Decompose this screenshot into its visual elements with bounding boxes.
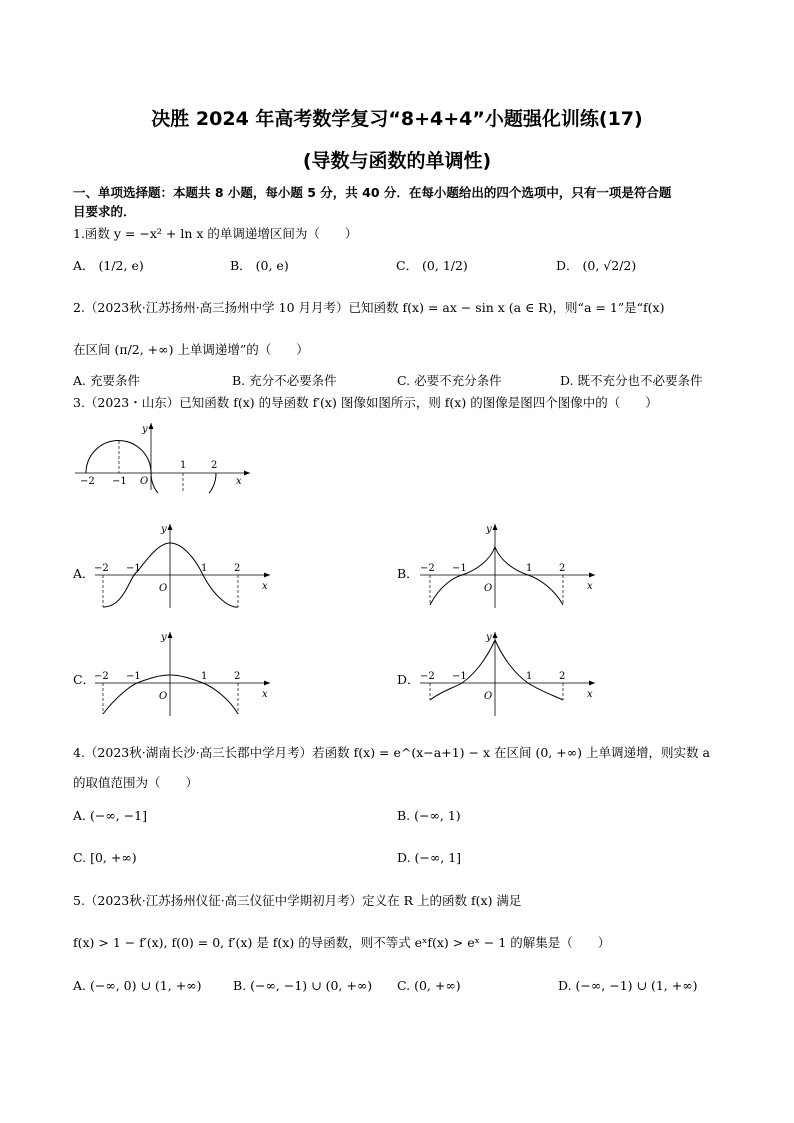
q3-graph-c [90,628,280,718]
b-tick-2: 2 [559,563,566,574]
a-x-label: x [262,581,268,592]
tick-1: 1 [180,460,187,471]
q3-graph-a [90,520,280,610]
tick-neg1: −1 [112,476,127,487]
b-x-label: x [587,581,593,592]
b-tick-1: 1 [526,563,533,574]
q2-option-c: C. 必要不充分条件 [397,373,502,388]
d-x-label: x [587,689,593,700]
derivative-graph [70,418,260,493]
q2-option-d: D. 既不充分也不必要条件 [560,373,703,388]
q2-stem-line1: 2.（2023秋·江苏扬州·高三扬州中学 10 月月考）已知函数 f(x) = ax − sin x (a ∈ R)，则“a = 1”是“f(x) [73,300,665,315]
q5-option-a: A. (−∞, 0) ∪ (1, +∞) [73,978,202,993]
q5-stem-line2: f(x) > 1 − f′(x), f(0) = 0, f′(x) 是 f(x) 的导函数，则不等式 eˣf(x) > eˣ − 1 的解集是（ ） [73,935,611,950]
q1-option-d: D． (0, √2/2) [556,258,637,273]
d-tick-neg1: −1 [452,671,467,682]
c-origin: O [159,691,168,702]
q1-option-c: C． (0, 1/2) [396,258,468,273]
a-tick-neg2: −2 [94,563,109,574]
b-tick-neg1: −1 [452,563,467,574]
q4-stem-line2: 的取值范围为（ ） [73,775,199,790]
q3-option-d-label: D． [397,672,420,687]
b-tick-neg2: −2 [420,563,435,574]
d-y-label: y [486,632,492,643]
q4-option-d: D. (−∞, 1] [397,850,462,865]
a-y-label: y [161,524,167,535]
q5-option-c: C. (0, +∞) [397,978,461,993]
q4-option-b: B. (−∞, 1) [397,808,461,823]
c-y-label: y [161,632,167,643]
q3-graph-d [415,628,605,718]
a-tick-2: 2 [234,563,241,574]
d-tick-2: 2 [559,671,566,682]
d-tick-1: 1 [526,671,533,682]
q3-option-c-label: C． [73,672,96,687]
tick-neg2: −2 [80,476,95,487]
q5-stem-line1: 5.（2023秋·江苏扬州仪征·高三仪征中学期初月考）定义在 R 上的函数 f(x) 满足 [73,893,522,908]
tick-2: 2 [211,460,218,471]
y-label: y [142,424,148,435]
q5-option-b: B. (−∞, −1) ∪ (0, +∞) [233,978,373,993]
c-tick-neg1: −1 [126,671,141,682]
q3-option-b-label: B． [397,566,419,581]
q3-graph-b [415,520,605,610]
x-label: x [236,476,242,487]
q2-stem-line2: 在区间 (π/2, +∞) 上单调递增”的（ ） [73,342,309,357]
origin-label: O [140,476,149,487]
a-tick-neg1: −1 [126,563,141,574]
b-origin: O [484,583,493,594]
d-tick-neg2: −2 [420,671,435,682]
b-y-label: y [486,524,492,535]
page-subtitle: (导数与函数的单调性) [302,150,492,172]
q1-option-b: B． (0, e) [230,258,289,273]
a-origin: O [159,583,168,594]
q3-option-a-label: A． [73,566,95,581]
q2-option-b: B. 充分不必要条件 [232,373,337,388]
page-title: 决胜 2024 年高考数学复习“8+4+4”小题强化训练(17) [151,108,643,130]
a-tick-1: 1 [201,563,208,574]
q4-option-c: C. [0, +∞) [73,850,137,865]
q2-option-a: A. 充要条件 [73,373,140,388]
section-heading-cont: 目要求的． [73,204,136,219]
section-heading: 一、单项选择题：本题共 8 小题，每小题 5 分，共 40 分．在每小题给出的四个选项中，只有一项是符合题 [73,185,672,200]
c-tick-neg2: −2 [94,671,109,682]
q4-stem-line1: 4.（2023秋·湖南长沙·高三长郡中学月考）若函数 f(x) = e^(x−a+1) − x 在区间 (0, +∞) 上单调递增，则实数 a [73,745,710,760]
q5-option-d: D. (−∞, −1) ∪ (1, +∞) [558,978,698,993]
q4-option-a: A. (−∞, −1] [73,808,147,823]
c-tick-2: 2 [234,671,241,682]
q3-stem: 3.（2023・山东）已知函数 f(x) 的导函数 f′(x) 图像如图所示，则 f(x) 的图像是图四个图像中的（ ） [73,395,658,410]
q1-stem: 1.函数 y = −x² + ln x 的单调递增区间为（ ） [73,226,358,241]
d-origin: O [484,691,493,702]
q1-option-a: A． (1/2, e) [73,258,144,273]
c-tick-1: 1 [201,671,208,682]
c-x-label: x [262,689,268,700]
